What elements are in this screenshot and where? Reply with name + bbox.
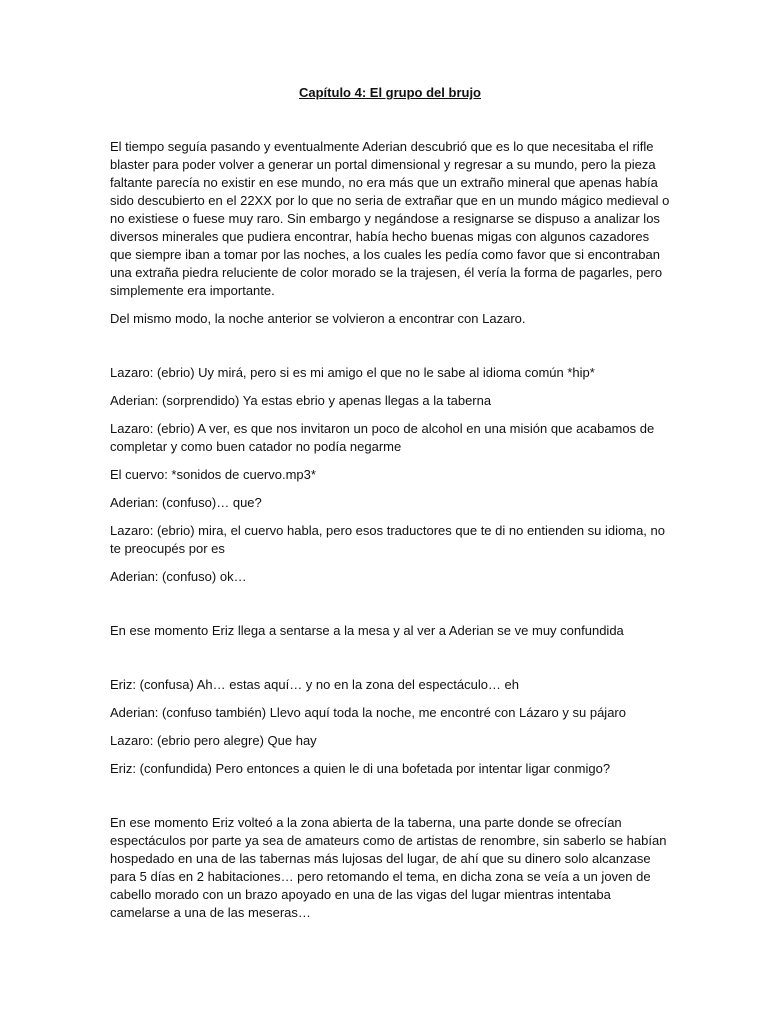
dialogue-line: Lazaro: (ebrio) mira, el cuervo habla, pero esos traductores que te di no entienden su idioma, no te preocupés por es [110, 523, 665, 556]
dialogue-line: Eriz: (confusa) Ah… estas aquí… y no en la zona del espectáculo… eh [110, 677, 520, 692]
spacer [110, 338, 670, 364]
document-page [110, 84, 670, 932]
dialogue-line: Eriz: (confundida) Pero entonces a quien le di una bofetada por intentar ligar conmigo? [110, 761, 611, 776]
spacer [110, 650, 670, 676]
paragraph: El tiempo seguía pasando y eventualmente Aderian descubrió que es lo que necesitaba el rifle blaster para poder volver a generar un portal dimensional y regresar a su mundo, pero la pieza faltante parecía no existir en ese mundo, no era más que un extraño mineral que apenas había sido descubierto en el 22XX por lo que no seria de extrañar que en un mundo mágico medieval o no existiese o fuese muy raro. Sin embargo y negándose a resignarse se dispuso a analizar los diversos minerales que pudiera encontrar, había hecho buenas migas con algunos cazadores que siempre iban a tomar por las noches, a los cuales les pedía como favor que si encontraban una extraña piedra reluciente de color morado se la trajesen, él vería la forma de pagarles, pero simplemente era importante. [110, 139, 670, 298]
dialogue-line: Aderian: (confuso) ok… [110, 569, 247, 584]
dialogue-line: El cuervo: *sonidos de cuervo.mp3* [110, 467, 316, 482]
dialogue-line: Aderian: (sorprendido) Ya estas ebrio y apenas llegas a la taberna [110, 393, 492, 408]
spacer [110, 596, 670, 622]
spacer [110, 788, 670, 814]
paragraph: Del mismo modo, la noche anterior se volvieron a encontrar con Lazaro. [110, 311, 526, 326]
paragraph: En ese momento Eriz llega a sentarse a la mesa y al ver a Aderian se ve muy confundida [110, 623, 624, 638]
chapter-title: Capítulo 4: El grupo del brujo [299, 85, 481, 100]
dialogue-line: Lazaro: (ebrio) Uy mirá, pero si es mi amigo el que no le sabe al idioma común *hip* [110, 365, 595, 380]
dialogue-line: Aderian: (confuso también) Llevo aquí toda la noche, me encontré con Lázaro y su pájaro [110, 705, 626, 720]
dialogue-line: Lazaro: (ebrio) A ver, es que nos invitaron un poco de alcohol en una misión que acabamos de completar y como buen catador no podía negarme [110, 421, 655, 454]
dialogue-line: Lazaro: (ebrio pero alegre) Que hay [110, 733, 317, 748]
paragraph: En ese momento Eriz volteó a la zona abierta de la taberna, una parte donde se ofrecían espectáculos por parte ya sea de amateurs como de artistas de renombre, sin saberlo se habían hospedado en una de las tabernas más lujosas del lugar, de ahí que su dinero solo alcanzase para 5 días en 2 habitaciones… pero retomando el tema, en dicha zona se veía a un joven de cabello morado con un brazo apoyado en una de las vigas del lugar mientras intentaba camelarse a una de las meseras… [110, 815, 667, 920]
dialogue-line: Aderian: (confuso)… que? [110, 495, 262, 510]
